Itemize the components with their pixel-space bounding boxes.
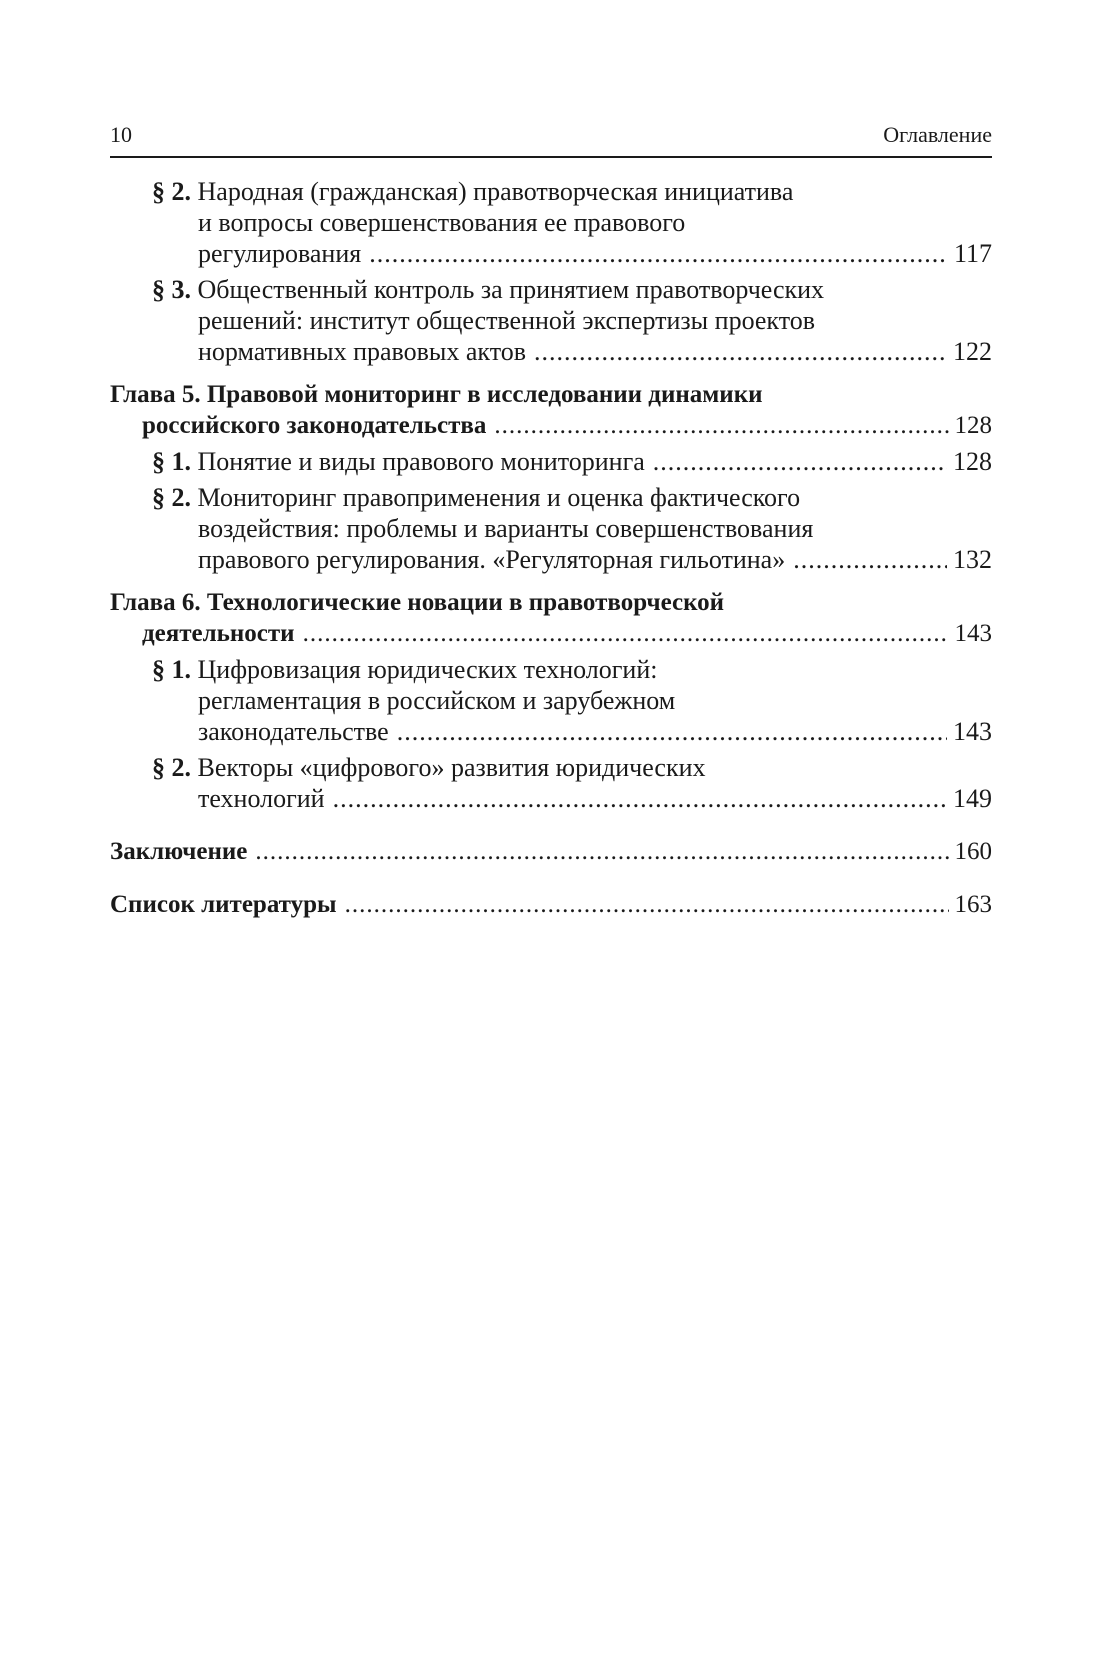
toc-entry-para-2-law-enforcement-monitoring[interactable] [152,482,992,575]
table-of-contents [110,176,992,920]
entry-title-line: Общественный контроль за принятием правотворческих [197,275,825,304]
page-ref: 143 [954,620,992,647]
entry-title-line: законодательстве [198,717,389,746]
page-ref: 143 [953,717,992,746]
chapter-title-line: Глава 6. Технологические новации в правотворческой [110,589,725,616]
toc-entry-conclusion[interactable] [110,836,992,867]
conclusion-title: Заключение [110,838,248,865]
dot-leader [255,836,948,867]
entry-title-line: решений: институт общественной экспертизы проектов [198,306,816,335]
toc-entry-bibliography[interactable] [110,889,992,920]
dot-leader [494,410,948,441]
entry-title-line: Народная (гражданская) правотворческая инициатива [197,177,794,206]
dot-leader [653,446,947,477]
dot-leader [333,783,947,814]
toc-entry-para-1-digitalization[interactable] [152,654,992,747]
entry-title-line: Цифровизация юридических технологий: [197,655,658,684]
toc-entry-para-2-digital-vectors[interactable] [152,752,992,814]
entry-title-line: и вопросы совершенствования ее правового [198,208,686,237]
page-ref: 160 [954,838,992,865]
entry-title-line: Мониторинг правоприменения и оценка фактического [197,483,801,512]
toc-entry-para-1-monitoring[interactable] [152,446,992,477]
page-ref: 128 [954,412,992,439]
para-number: § 2. [152,177,191,206]
entry-title-line: нормативных правовых актов [198,337,527,366]
para-number: § 2. [152,753,191,782]
chapter-title-line: Глава 5. Правовой мониторинг в исследовании динамики [110,381,763,408]
bibliography-title: Список литературы [110,891,337,918]
running-head [110,118,992,152]
toc-entry-chapter-5[interactable] [110,379,992,441]
toc-entry-para-3-public-control[interactable] [152,274,992,367]
dot-leader [369,238,948,269]
running-head-title: Оглавление [883,122,992,147]
dot-leader [793,544,947,575]
entry-title-line: технологий [198,784,325,813]
dot-leader [303,618,949,649]
dot-leader [534,336,947,367]
entry-title-line: регламентация в российском и зарубежном [198,686,676,715]
chapter-title-line: российского законодательства [142,412,487,439]
toc-entry-para-2-initiative[interactable] [152,176,992,269]
para-number: § 1. [152,655,191,684]
page-ref: 128 [953,447,992,476]
chapter-title-line: деятельности [142,620,295,647]
para-number: § 3. [152,275,191,304]
entry-title-line: регулирования [198,239,362,268]
header-rule [110,156,992,158]
toc-entry-chapter-6[interactable] [110,587,992,649]
para-number: § 1. [152,447,191,476]
entry-title-line: Понятие и виды правового мониторинга [197,447,645,476]
page-ref: 132 [953,545,992,574]
dot-leader [397,716,947,747]
para-number: § 2. [152,483,191,512]
page-ref: 117 [953,239,992,268]
dot-leader [345,889,949,920]
page-ref: 122 [953,337,992,366]
page-number: 10 [110,122,132,147]
entry-title-line: Векторы «цифрового» развития юридических [197,753,706,782]
entry-title-line: воздействия: проблемы и варианты совершенствования [198,514,814,543]
page-ref: 163 [954,891,992,918]
page-ref: 149 [953,784,992,813]
entry-title-line: правового регулирования. «Регуляторная гильотина» [198,545,786,574]
